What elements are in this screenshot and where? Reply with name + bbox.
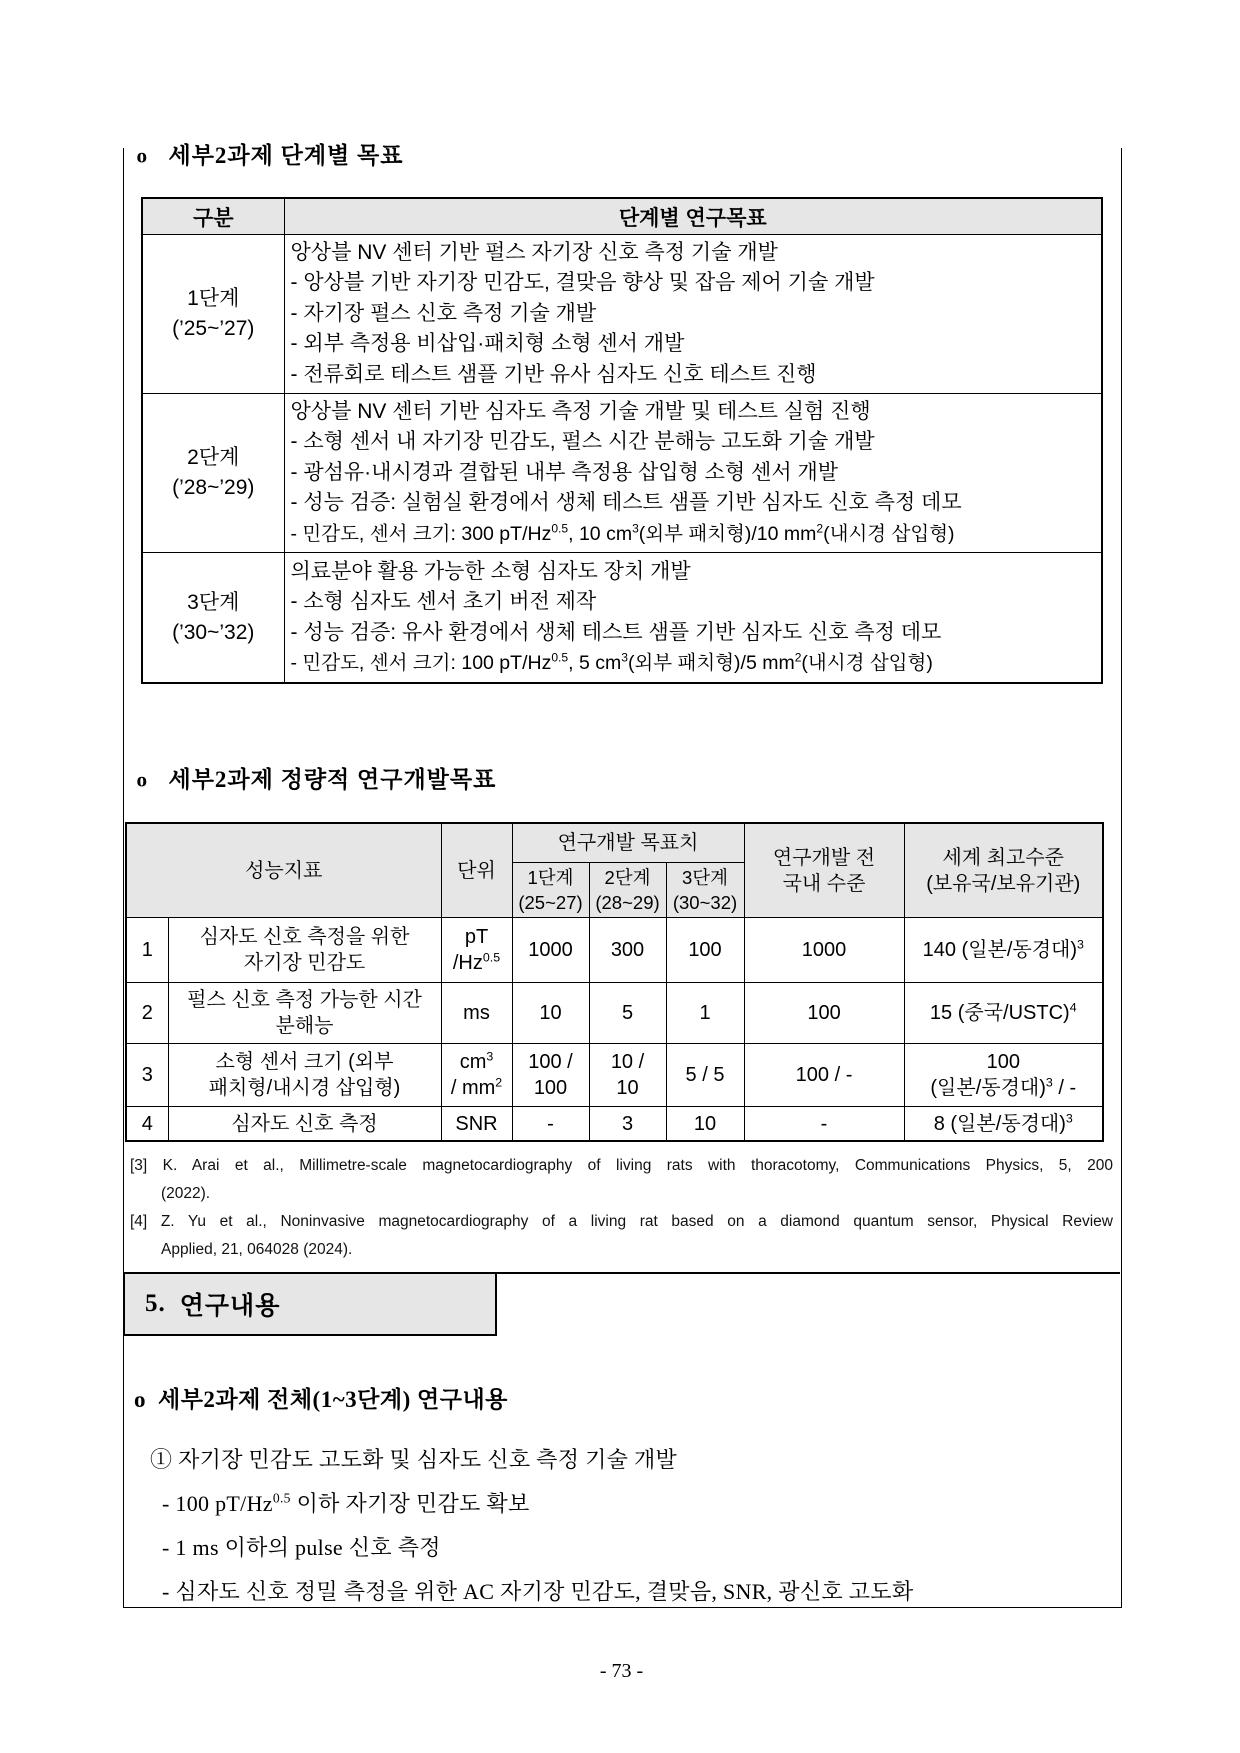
content-subitem: - 1 ms 이하의 pulse 신호 측정 [162,1535,441,1560]
goal-line: - 소형 심자도 센서 초기 버전 제작 [290,590,597,613]
table-row-stage1 [142,235,1102,394]
domestic-level: - [744,1107,904,1142]
col-header-unit: 단위 [441,823,512,918]
target-stage3: 10 [666,1107,744,1142]
page-number: - 73 - [599,1660,644,1682]
world-best: 15 (중국/USTC)$^4$ [904,983,1103,1044]
section5-number: 5. [145,1290,166,1317]
target-stage2: 3 [589,1107,666,1142]
table2-header-row-top [126,823,1103,863]
circle-bullet-icon: o [136,768,148,792]
goal-line: - 성능 검증: 유사 환경에서 생체 테스트 샘플 기반 심자도 신호 측정 데모 [290,620,942,644]
goal-line: - 전류회로 테스트 샘플 기반 유사 심자도 신호 테스트 진행 [290,362,817,386]
metric-unit: ms [441,983,512,1044]
content-item-1: ① 자기장 민감도 고도화 및 심자도 신호 측정 기술 개발 [150,1447,678,1472]
stage3-label: 3단계 (’30~’32) [142,553,284,684]
table2-row-1 [126,918,1103,983]
quant-goals-heading [136,764,496,796]
stage-goals-heading [136,140,403,172]
row-number: 3 [126,1044,168,1107]
quant-goals-heading-text: 세부2과제 정량적 연구개발목표 [168,767,497,792]
table-row-stage3 [142,553,1102,684]
world-best: 8 (일본/동경대)$^3$ [904,1107,1103,1142]
col-header-world: 세계 최고수준 (보유국/보유기관) [904,823,1103,918]
metric-name: 심자도 신호 측정 [168,1107,441,1142]
domestic-level: 1000 [744,918,904,983]
target-stage1: 1000 [512,918,589,983]
section5-title-banner [123,1272,497,1336]
footnote-4-line2: Applied, 21, 064028 (2024). [161,1240,353,1258]
goal-line: 앙상블 NV 센터 기반 심자도 측정 기술 개발 및 테스트 실험 진행 [290,399,871,423]
table2-row-2 [126,983,1103,1044]
table-row-stage2 [142,394,1102,553]
domestic-level: 100 / - [744,1044,904,1107]
row-number: 4 [126,1107,168,1142]
goal-line: - 민감도, 센서 크기: 100 $pT/Hz^{0.5}$, 5 $cm^3$(외부 패치형)/5 $mm^2$(내시경 삽입형) [290,650,933,674]
col-header-category: 구분 [142,198,284,235]
metric-unit: pT $/Hz^{0.5}$ [441,918,512,983]
goal-line: - 외부 측정용 비삽입·패치형 소형 센서 개발 [290,332,685,356]
footnote-3-line2: (2022). [161,1184,211,1202]
target-stage1: 100 / 100 [512,1044,589,1107]
goal-line: - 광섬유·내시경과 결합된 내부 측정용 삽입형 소형 센서 개발 [290,460,839,484]
overall-content-heading [134,1384,508,1416]
col-header-domestic: 연구개발 전 국내 수준 [744,823,904,918]
circle-bullet-icon: o [134,1387,146,1412]
world-best: 140 (일본/동경대)$^3$ [904,918,1103,983]
col-header-goals: 단계별 연구목표 [284,198,1102,235]
goal-line: - 민감도, 센서 크기: 300 $pT/Hz^{0.5}$, 10 $cm^3$(외부 패치형)/10 $mm^2$(내시경 삽입형) [290,521,955,545]
footnote-4 [130,1208,1113,1263]
row-number: 2 [126,983,168,1044]
col-header-targets: 연구개발 목표치 [512,823,744,863]
overall-content-heading-text: 세부2과제 전체(1~3단계) 연구내용 [158,1387,508,1412]
content-subitem: - 심자도 신호 정밀 측정을 위한 AC 자기장 민감도, 결맞음, SNR, 광신호 고도화 [162,1579,914,1604]
quant-goals-table [125,822,1104,1142]
target-stage3: 1 [666,983,744,1044]
stage2-label: 2단계 (’28~’29) [142,394,284,553]
target-stage1: - [512,1107,589,1142]
goal-line: - 자기장 펄스 신호 측정 기술 개발 [290,301,597,325]
target-stage2: 5 [589,983,666,1044]
metric-name: 펄스 신호 측정 가능한 시간 분해능 [168,983,441,1044]
target-stage2: 10 / 10 [589,1044,666,1107]
stage2-goals [284,394,1102,553]
footnote-4-line1: [4] Z. Yu et al., Noninvasive magnetocardiography of a living rat based on a diamond quantum sensor, Physical Review [130,1213,1113,1230]
row-number: 1 [126,918,168,983]
section5-title: 연구내용 [179,1293,281,1320]
metric-name: 소형 센서 크기 (외부 패치형/내시경 삽입형) [168,1044,441,1107]
goal-line: - 성능 검증: 실험실 환경에서 생체 테스트 샘플 기반 심자도 신호 측정 데모 [290,491,962,515]
stage-goals-table [141,197,1103,684]
stage-goals-heading-text: 세부2과제 단계별 목표 [168,143,404,168]
table2-row-4 [126,1107,1103,1142]
content-subitem: - 100 $pT/Hz^{0.5}$ 이하 자기장 민감도 확보 [162,1490,530,1516]
content-item-list [150,1444,913,1620]
table2-row-3 [126,1044,1103,1107]
target-stage3: 100 [666,918,744,983]
metric-name: 심자도 신호 측정을 위한 자기장 민감도 [168,918,441,983]
footnote-3 [130,1152,1113,1207]
target-stage3: 5 / 5 [666,1044,744,1107]
target-stage1: 10 [512,983,589,1044]
metric-unit: SNR [441,1107,512,1142]
footnotes [130,1152,1113,1264]
target-stage2: 300 [589,918,666,983]
goal-line: 앙상블 NV 센터 기반 펄스 자기장 신호 측정 기술 개발 [290,240,778,264]
footnote-3-line1: [3] K. Arai et al., Millimetre-scale magnetocardiography of living rats with thoracotomy, Communications Physics, 5, 200 [130,1157,1113,1174]
table-header-row [142,198,1102,235]
stage1-goals [284,235,1102,394]
stage3-goals [284,553,1102,684]
stage1-label: 1단계 (’25~’27) [142,235,284,394]
col-header-stage2: 2단계 (28~29) [589,863,666,918]
col-header-stage1: 1단계 (25~27) [512,863,589,918]
world-best: 100 (일본/동경대)$^3$ / - [904,1044,1103,1107]
metric-unit: $cm^3$ / $mm^2$ [441,1044,512,1107]
goal-line: - 소형 센서 내 자기장 민감도, 펄스 시간 분해능 고도화 기술 개발 [290,430,875,454]
domestic-level: 100 [744,983,904,1044]
col-header-stage3: 3단계 (30~32) [666,863,744,918]
goal-line: - 앙상블 기반 자기장 민감도, 결맞음 향상 및 잡음 제어 기술 개발 [290,271,875,295]
circle-bullet-icon: o [136,144,148,168]
col-header-metric: 성능지표 [126,823,441,918]
goal-line: 의료분야 활용 가능한 소형 심자도 장치 개발 [290,559,691,583]
